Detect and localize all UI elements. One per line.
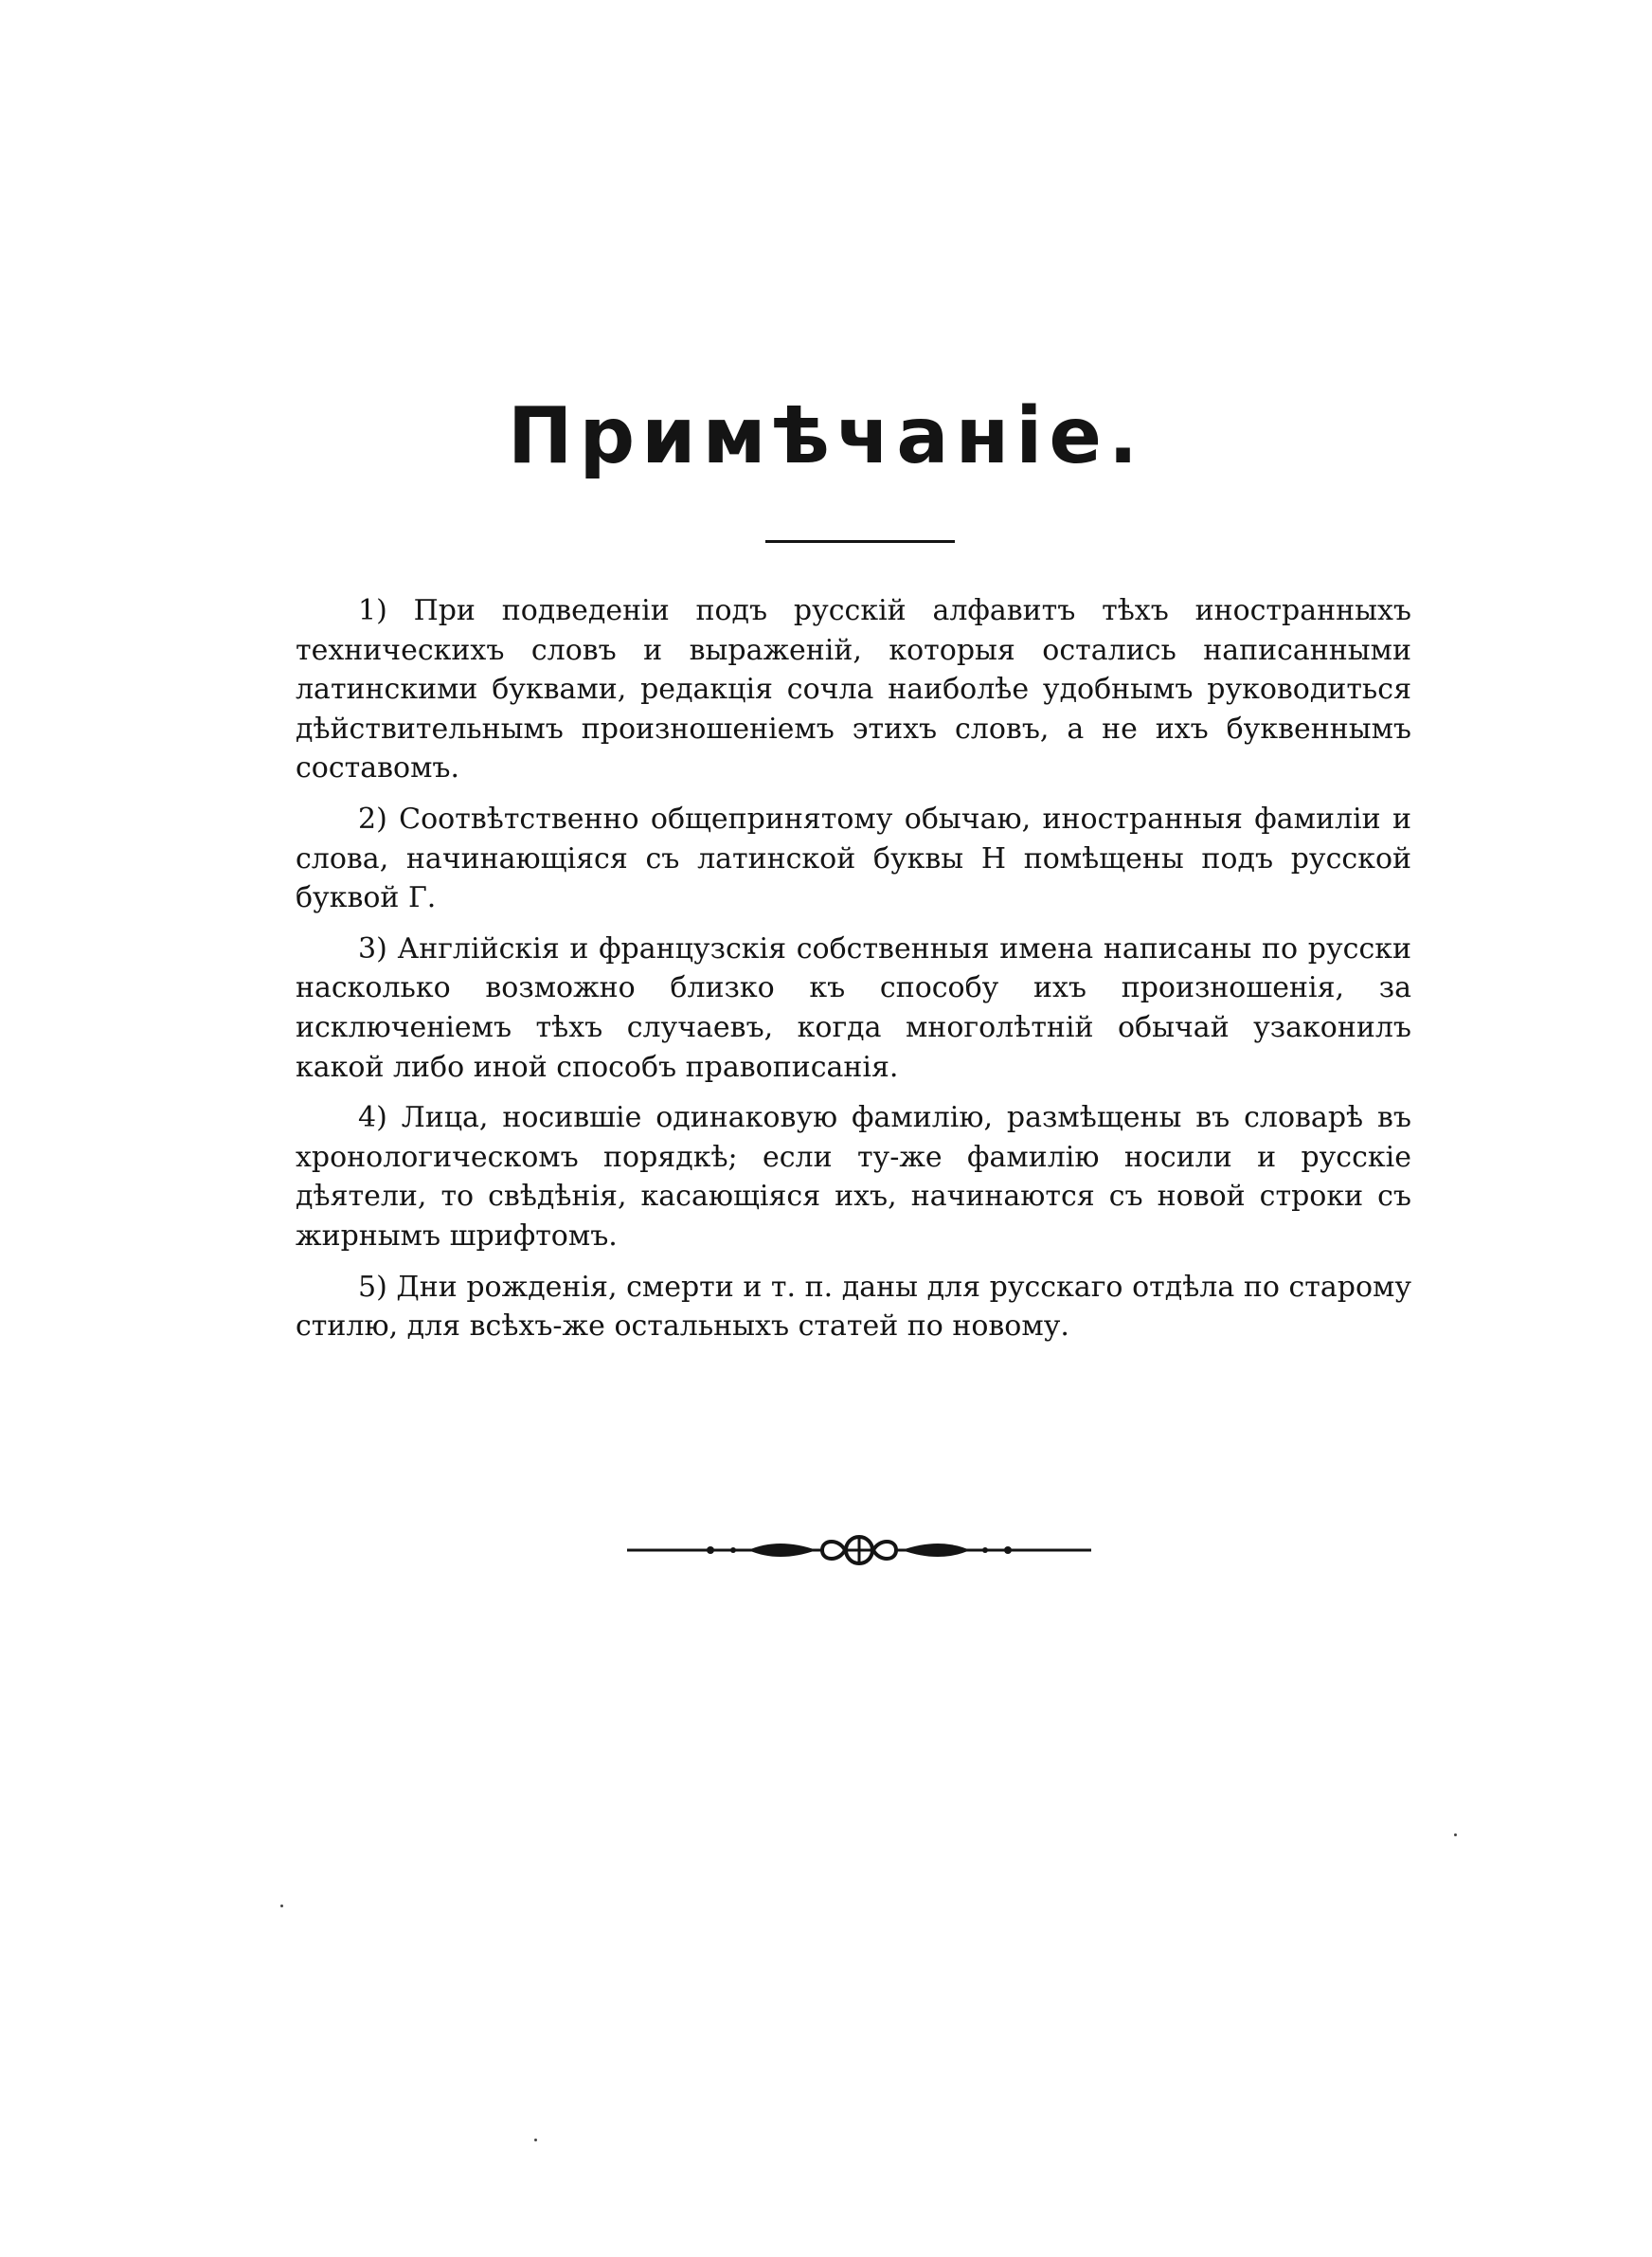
note-paragraph-1: 1) При подведеніи подъ русскій алфавитъ тѣхъ иностранныхъ техническихъ словъ и выраженій, которыя остались написанными латинскими буквами, редакція сочла наиболѣе удобнымъ руководиться дѣйствительнымъ произношеніемъ этихъ словъ, а не ихъ буквеннымъ составомъ. [296,594,1411,785]
title-divider [765,540,955,543]
decorative-ornament [627,1531,1091,1569]
notes-body [296,591,1411,1358]
paper-speck [280,1905,283,1907]
page-title: Примѣчаніе. [507,391,1145,481]
note-paragraph-4: 4) Лица, носившіе одинаковую фамилію, размѣщены въ словарѣ въ хронологическомъ порядкѣ; если ту-же фамилію носили и русскіе дѣятели, то свѣдѣнія, касающіяся ихъ, начинаются съ новой строки съ жирнымъ шрифтомъ. [296,1101,1411,1253]
paper-speck [534,2139,537,2141]
note-paragraph-2: 2) Соотвѣтственно общепринятому обычаю, иностранныя фамиліи и слова, начинающіяся съ латинской буквы H помѣщены подъ русской буквой Г. [296,802,1411,915]
paper-speck [1454,1833,1457,1836]
note-paragraph-3: 3) Англійскія и французскія собственныя имена написаны по русски насколько возможно близко къ способу ихъ произношенія, за исключеніемъ тѣхъ случаевъ, когда многолѣтній обычай узаконилъ какой либо иной способъ правописанія. [296,931,1411,1084]
note-paragraph-5: 5) Дни рожденія, смерти и т. п. даны для русскаго отдѣла по старому стилю, для всѣхъ-же остальныхъ статей по новому. [296,1270,1411,1344]
